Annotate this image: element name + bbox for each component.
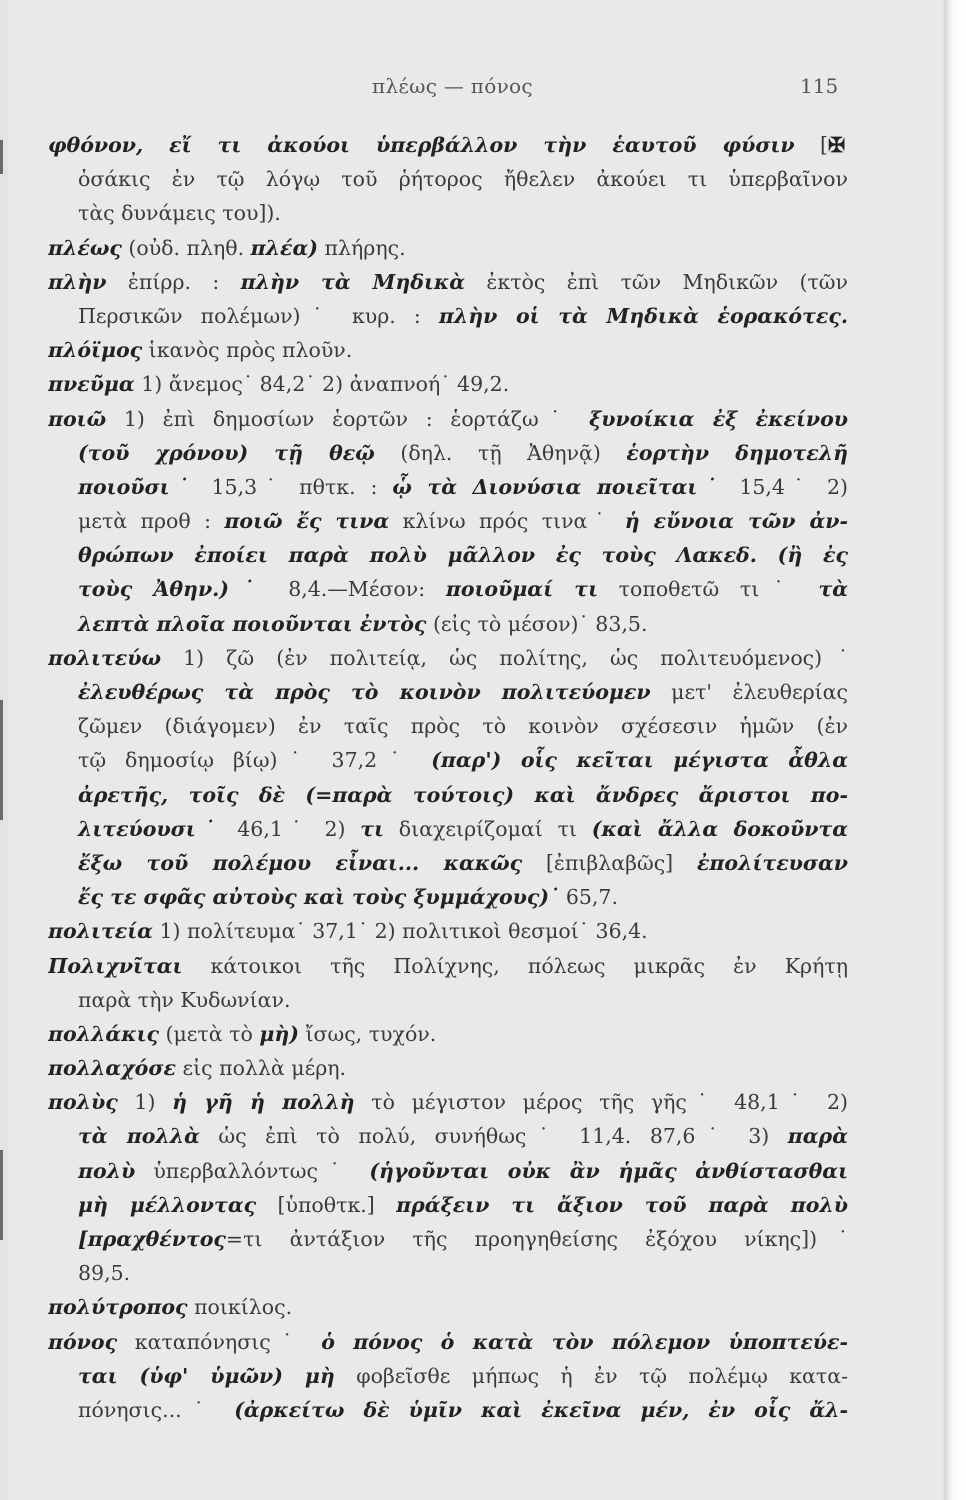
gloss-text: ἐπίρρ. :	[106, 269, 241, 294]
text-line	[48, 1393, 848, 1427]
headword-text: πολιτεία	[48, 919, 153, 944]
text-line	[48, 1051, 848, 1085]
gloss-text: ὡς ἐπὶ τὸ πολύ, συνήθως˙ 11,4. 87,6˙ 3)	[199, 1124, 788, 1149]
headword-text: ἐπολίτευσαν	[696, 850, 848, 875]
headword-text: ἀρετῆς, τοῖς δὲ (=παρὰ τούτοις) καὶ ἄνδρες ἄριστοι πο-	[78, 782, 848, 807]
text-line	[48, 641, 848, 675]
headword-text: μὴ)	[259, 1021, 299, 1046]
gloss-text: πλήρης.	[318, 235, 406, 260]
headword-text: πλέως	[48, 235, 122, 260]
gloss-text: τὸ μέγιστον μέρος τῆς γῆς˙ 48,1˙ 2)	[354, 1090, 848, 1115]
headword-text: λιτεύουσι˙	[78, 816, 223, 841]
headword-text: ται (ὑφ' ὑμῶν) μὴ	[78, 1363, 335, 1388]
page-header	[0, 74, 944, 104]
headword-text: ἔξω τοῦ πολέμου εἶναι... κακῶς	[78, 850, 523, 875]
headword-text: φθόνον, εἴ τι ἀκούοι ὑπερβάλλον τὴν ἑαυτοῦ φύσιν	[48, 133, 795, 157]
headword-text: παρὰ	[787, 1124, 848, 1149]
text-line	[48, 1188, 848, 1222]
headword-text: πολύτροπος	[48, 1295, 188, 1320]
gloss-text: μετ' ἐλευθερίας	[650, 680, 848, 704]
gloss-text: 1)	[117, 1090, 173, 1115]
text-line	[48, 162, 848, 196]
headword-text: πνεῦμα	[48, 372, 135, 397]
text-line	[48, 231, 848, 265]
gloss-text: 89,5.	[78, 1261, 131, 1286]
headword-text: τι	[360, 816, 384, 841]
gloss-text: (οὐδ. πληθ.	[121, 235, 251, 260]
gloss-text: 15,4˙ 2)	[724, 474, 848, 499]
gloss-text: [ὑποθτκ.]	[256, 1192, 397, 1217]
gloss-text: (μετὰ τὸ	[158, 1021, 260, 1046]
gloss-text: 1) ἐπὶ δημοσίων ἑορτῶν : ἑορτάζω˙	[106, 406, 590, 431]
gloss-text: Περσικῶν πολέμων)˙ κυρ. :	[78, 303, 439, 328]
text-line	[48, 1325, 848, 1359]
text-line	[48, 265, 848, 299]
gloss-text: ὑπερβαλλόντως˙	[135, 1158, 370, 1183]
gloss-text: πόνησις...˙	[78, 1397, 235, 1422]
text-line	[48, 333, 848, 367]
gloss-text: 1) ζῶ (ἐν πολιτείᾳ, ὡς πολίτης, ὡς πολιτευόμενος)˙	[160, 645, 848, 670]
text-line	[48, 812, 848, 846]
text-line	[48, 846, 848, 880]
margin-mark	[0, 700, 3, 820]
text-line	[48, 1290, 848, 1324]
text-line	[48, 1359, 848, 1393]
gloss-text: ποικίλος.	[187, 1295, 293, 1320]
text-line	[48, 128, 848, 162]
text-line	[48, 1222, 848, 1256]
headword-text: ξυνοίκια ἐξ ἐκείνου	[589, 406, 848, 431]
headword-text: τὰ	[818, 577, 848, 602]
headword-text: (ἀρκείτω δὲ ὑμῖν καὶ ἐκεῖνα μέν, ἐν οἷς ἄλ-	[234, 1397, 848, 1422]
headword-text: ὁ πόνος ὁ κατὰ τὸν πόλεμον ὑποπτεύε-	[321, 1329, 848, 1354]
text-line	[48, 914, 848, 948]
gloss-text: εἰς πολλὰ μέρη.	[175, 1056, 347, 1081]
headword-text: πλὴν	[48, 269, 107, 294]
page-number: 115	[800, 74, 839, 98]
headword-text: θρώπων ἐποίει παρὰ πολὺ μᾶλλον ἐς τοὺς Λακεδ. (ἢ ἐς	[78, 543, 848, 568]
headword-text: πλέα)	[250, 235, 318, 260]
headword-text: ᾧ τὰ Διονύσια ποιεῖται˙	[392, 474, 725, 499]
headword-text: ἡ εὔνοια τῶν ἀν-	[624, 509, 848, 534]
text-line	[48, 1085, 848, 1119]
text-line	[48, 572, 848, 606]
headword-text: ποιοῦσι˙	[78, 474, 197, 499]
text-line	[48, 299, 848, 333]
headword-text: ἡ γῆ ἡ πολλὴ	[172, 1090, 355, 1115]
headword-text: ποιοῦμαί τι	[445, 577, 599, 602]
gloss-text: καταπόνησις˙	[117, 1329, 322, 1354]
text-line	[48, 983, 848, 1017]
gloss-text: 15,3˙ πθτκ. :	[196, 474, 393, 499]
gloss-text: [	[794, 133, 828, 157]
gloss-text: 65,7.	[559, 885, 618, 910]
gloss-text: ζῶμεν (διάγομεν) ἐν ταῖς πρὸς τὸ κοινὸν σχέσεσιν ἡμῶν (ἐν	[78, 714, 848, 739]
margin-mark	[0, 1150, 3, 1240]
gloss-text: ὁσάκις ἐν τῷ λόγῳ τοῦ ῥήτορος ἤθελεν ἀκούει τι ὑπερβαῖνον	[78, 167, 848, 192]
headword-text: λεπτὰ πλοῖα ποιοῦνται ἐντὸς	[78, 611, 427, 636]
text-line	[48, 196, 848, 230]
text-line	[48, 504, 848, 538]
headword-text: πολὺς	[48, 1090, 118, 1115]
gloss-text: (εἰς τὸ μέσον)˙ 83,5.	[426, 611, 648, 636]
text-line	[48, 709, 848, 743]
gloss-text: 46,1˙ 2)	[222, 816, 361, 841]
headword-text: τοὺς Ἀθην.)˙	[78, 577, 268, 602]
glossary-text	[48, 128, 848, 1427]
headword-text: Πολιχνῖται	[48, 953, 183, 978]
text-line	[48, 470, 848, 504]
gloss-text: 1) πολίτευμα˙ 37,1˙ 2) πολιτικοὶ θεσμοί˙ 36,4.	[152, 919, 648, 944]
headword-text: πλὴν οἱ τὰ Μηδικὰ ἑορακότες.	[438, 303, 848, 328]
headword-text: τὰ πολλὰ	[78, 1124, 200, 1149]
gloss-text: παρὰ τὴν Κυδωνίαν.	[78, 987, 291, 1012]
headword-text: πλὴν τὰ Μηδικὰ	[240, 269, 466, 294]
headword-text: [πραχθέντος	[78, 1227, 226, 1251]
gloss-text: διαχειρίζομαί τι	[383, 816, 592, 841]
gloss-text: 8,4.—Μέσον:	[267, 577, 446, 602]
gloss-text: [ἐπιβλαβῶς]	[522, 850, 697, 875]
gloss-text: φοβεῖσθε μήπως ἡ ἐν τῷ πολέμῳ κατα-	[334, 1363, 848, 1388]
headword-text: πόνος	[48, 1329, 118, 1354]
headword-text: ἐλευθέρως τὰ πρὸς τὸ κοινὸν πολιτεύομεν	[78, 680, 651, 704]
text-line	[48, 1256, 848, 1290]
text-line	[48, 675, 848, 709]
margin-mark	[0, 140, 3, 174]
text-line	[48, 607, 848, 641]
text-line	[48, 743, 848, 777]
headword-text: πλόϊμος	[48, 338, 143, 363]
gloss-text: τῷ δημοσίῳ βίῳ)˙ 37,2˙	[78, 748, 432, 773]
headword-text: ἔς τε σφᾶς αὐτοὺς καὶ τοὺς ξυμμάχους)˙	[78, 885, 560, 910]
running-head: πλέως — πόνος	[372, 74, 533, 98]
gloss-text: ἐκτὸς ἐπὶ τῶν Μηδικῶν (τῶν	[465, 269, 848, 294]
gloss-text: ἴσως, τυχόν.	[298, 1021, 437, 1046]
headword-text: πολλαχόσε	[48, 1056, 176, 1081]
headword-text: πολὺ	[78, 1158, 136, 1183]
gloss-text: τὰς δυνάμεις του]).	[78, 201, 281, 226]
text-line	[48, 1154, 848, 1188]
text-line	[48, 436, 848, 470]
headword-text: πράξειν τι ἄξιον τοῦ παρὰ πολὺ	[396, 1192, 848, 1217]
gloss-text: κάτοικοι τῆς Πολίχνης, πόλεως μικρᾶς ἐν Κρήτῃ	[182, 953, 848, 978]
text-line	[48, 949, 848, 983]
text-line	[48, 538, 848, 572]
headword-text: πολιτεύω	[48, 645, 161, 670]
headword-text: (παρ') οἷς κεῖται μέγιστα ἆθλα	[431, 748, 848, 773]
headword-text: (τοῦ χρόνου) τῇ θεῷ	[78, 440, 375, 465]
headword-text: ἑορτὴν δημοτελῆ	[626, 440, 848, 465]
headword-text: ποιῶ ἔς τινα	[224, 509, 390, 534]
text-line	[48, 367, 848, 401]
headword-text: πολλάκις	[48, 1021, 159, 1046]
headword-text: (καὶ ἄλλα δοκοῦντα	[591, 816, 848, 841]
gloss-text: 1) ἄνεμος˙ 84,2˙ 2) ἀναπνοή˙ 49,2.	[134, 372, 510, 397]
text-line	[48, 880, 848, 914]
headword-text: μὴ μέλλοντας	[78, 1192, 257, 1217]
page-edge	[944, 0, 966, 1500]
gloss-text: ἱκανὸς πρὸς πλοῦν.	[142, 338, 353, 363]
gloss-text: μετὰ προθ :	[78, 509, 225, 534]
text-line	[48, 402, 848, 436]
gloss-text: =τι ἀντάξιον τῆς προηγηθείσης ἐξόχου νίκης])˙	[225, 1227, 848, 1251]
headword-text: ποιῶ	[48, 406, 107, 431]
text-line	[48, 1017, 848, 1051]
text-line	[48, 778, 848, 812]
headword-text: (ἡγοῦνται οὐκ ἂν ἡμᾶς ἀνθίστασθαι	[369, 1158, 848, 1183]
text-line	[48, 1119, 848, 1153]
gloss-text: τοποθετῶ τι˙	[598, 577, 819, 602]
gloss-text: κλίνω πρός τινα˙	[389, 509, 625, 534]
ornament-icon: ✠	[828, 133, 846, 157]
gloss-text: (δηλ. τῇ Ἀθηνᾷ)	[374, 440, 627, 465]
